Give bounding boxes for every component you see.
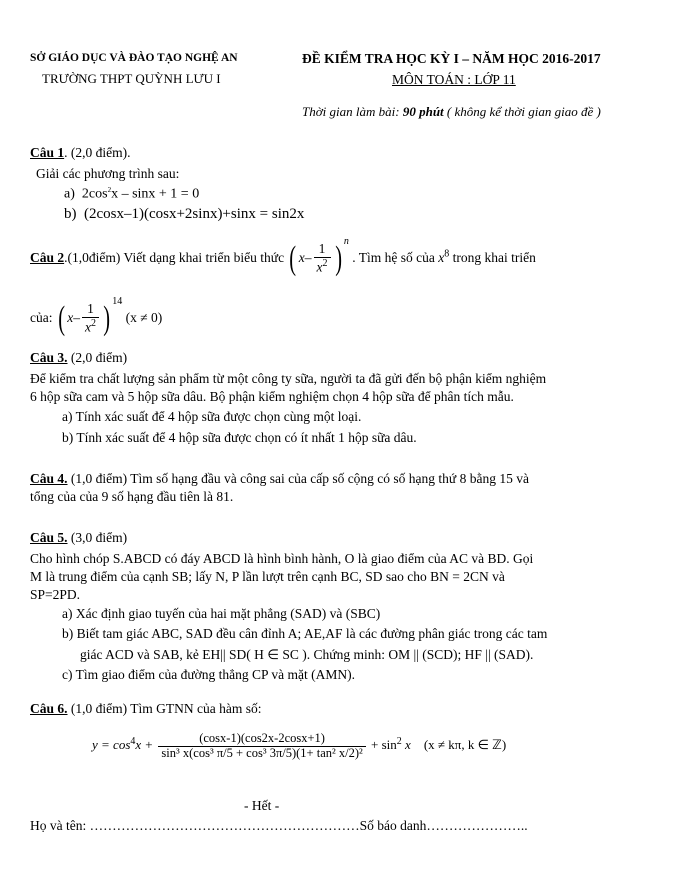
student-info-line: Họ và tên: ……………………………………………………Số báo danh………………….. [30,818,528,833]
q1-heading: Câu 1. (2,0 điểm). [30,145,131,160]
subject-line: MÔN TOÁN : LỚP 11 [392,72,516,87]
q4-line1: Câu 4. (1,0 điểm) Tìm số hạng đầu và công sai của cấp số cộng có số hạng thứ 8 bằng 15 và [30,471,529,486]
q6-function: $y = \cos^4x$ + $\frac{(\cos x-1)(\cos 2x-2\cos x+1)}{\text{sin³ x(cos³ π/5 + cos³ 3π/5)(1+ tan² x/2)²}}$ + $\sin^2 x$ (x ≠ kπ, k ∈ ℤ) [92,731,507,760]
school-name: TRƯỜNG THPT QUỲNH LƯU I [42,71,221,86]
q3-part-a: a) Tính xác suất để 4 hộp sữa được chọn cùng một loại. [62,409,362,424]
q3-part-b: b) Tính xác suất để 4 hộp sữa được chọn có ít nhất 1 hộp sữa dâu. [62,430,417,445]
q3-heading: Câu 3. (2,0 điểm) [30,350,128,365]
exam-title: ĐỀ KIỂM TRA HỌC KỲ I – NĂM HỌC 2016-2017 [302,51,601,66]
department-name: SỞ GIÁO DỤC VÀ ĐÀO TẠO NGHỆ AN [30,52,238,64]
q5-line3: SP=2PD. [30,587,81,602]
q3-line2: 6 hộp sữa cam và 5 hộp sữa dâu. Bộ phận kiểm nghiệm chọn 4 hộp sữa để phân tích mẫu. [30,389,514,404]
q6-heading: Câu 6. (1,0 điểm) Tìm GTNN của hàm số: [30,701,262,716]
q2-line2: của: ( x– $\frac{1}{x^2}$ ) $^{14}$ (x ≠ 0) [30,296,163,337]
q5-part-b1: b) Biết tam giác ABC, SAD đều cân đỉnh A; AE,AF là các đường phân giác trong các tam [62,626,548,641]
q5-part-a: a) Xác định giao tuyến của hai mặt phẳng (SAD) và (SBC) [62,606,381,621]
q1-intro: Giải các phương trình sau: [36,166,180,181]
q1-part-b: b) (2cosx–1)(cosx+2sinx)+sinx = sin2x [64,206,305,222]
end-marker: - Hết - [244,798,280,813]
q3-line1: Để kiểm tra chất lượng sản phẩm từ một công ty sữa, người ta đã gửi đến bộ phận kiểm nghiệm [30,371,547,386]
q5-line2: M là trung điểm của cạnh SB; lấy N, P lần lượt trên cạnh BC, SD sao cho BN = 2CN và [30,569,505,584]
q2-line1: Câu 2.(1,0điểm) Viết dạng khai triển biểu thức ( x– $\frac{1}{x^2}$ ) $^n$ . Tìm hệ số của $x^8$ trong khai triển [30,236,536,277]
q5-heading: Câu 5. (3,0 điểm) [30,530,128,545]
q4-line2: tổng của của 9 số hạng đầu tiên là 81. [30,489,234,504]
q1-part-a: a) $2\cos^2x - \sin x + 1 = 0$ [64,186,200,202]
q5-part-b2: giác ACD và SAB, kẻ EH|| SD( H ∈ SC ). Chứng minh: OM || (SCD); HF || (SAD). [80,647,534,662]
q5-part-c: c) Tìm giao điểm của đường thẳng CP và mặt (AMN). [62,667,356,682]
q5-line1: Cho hình chóp S.ABCD có đáy ABCD là hình bình hành, O là giao điểm của AC và BD. Gọi [30,551,534,566]
time-note: Thời gian làm bài: 90 phút ( không kể thời gian giao đề ) [302,104,601,119]
